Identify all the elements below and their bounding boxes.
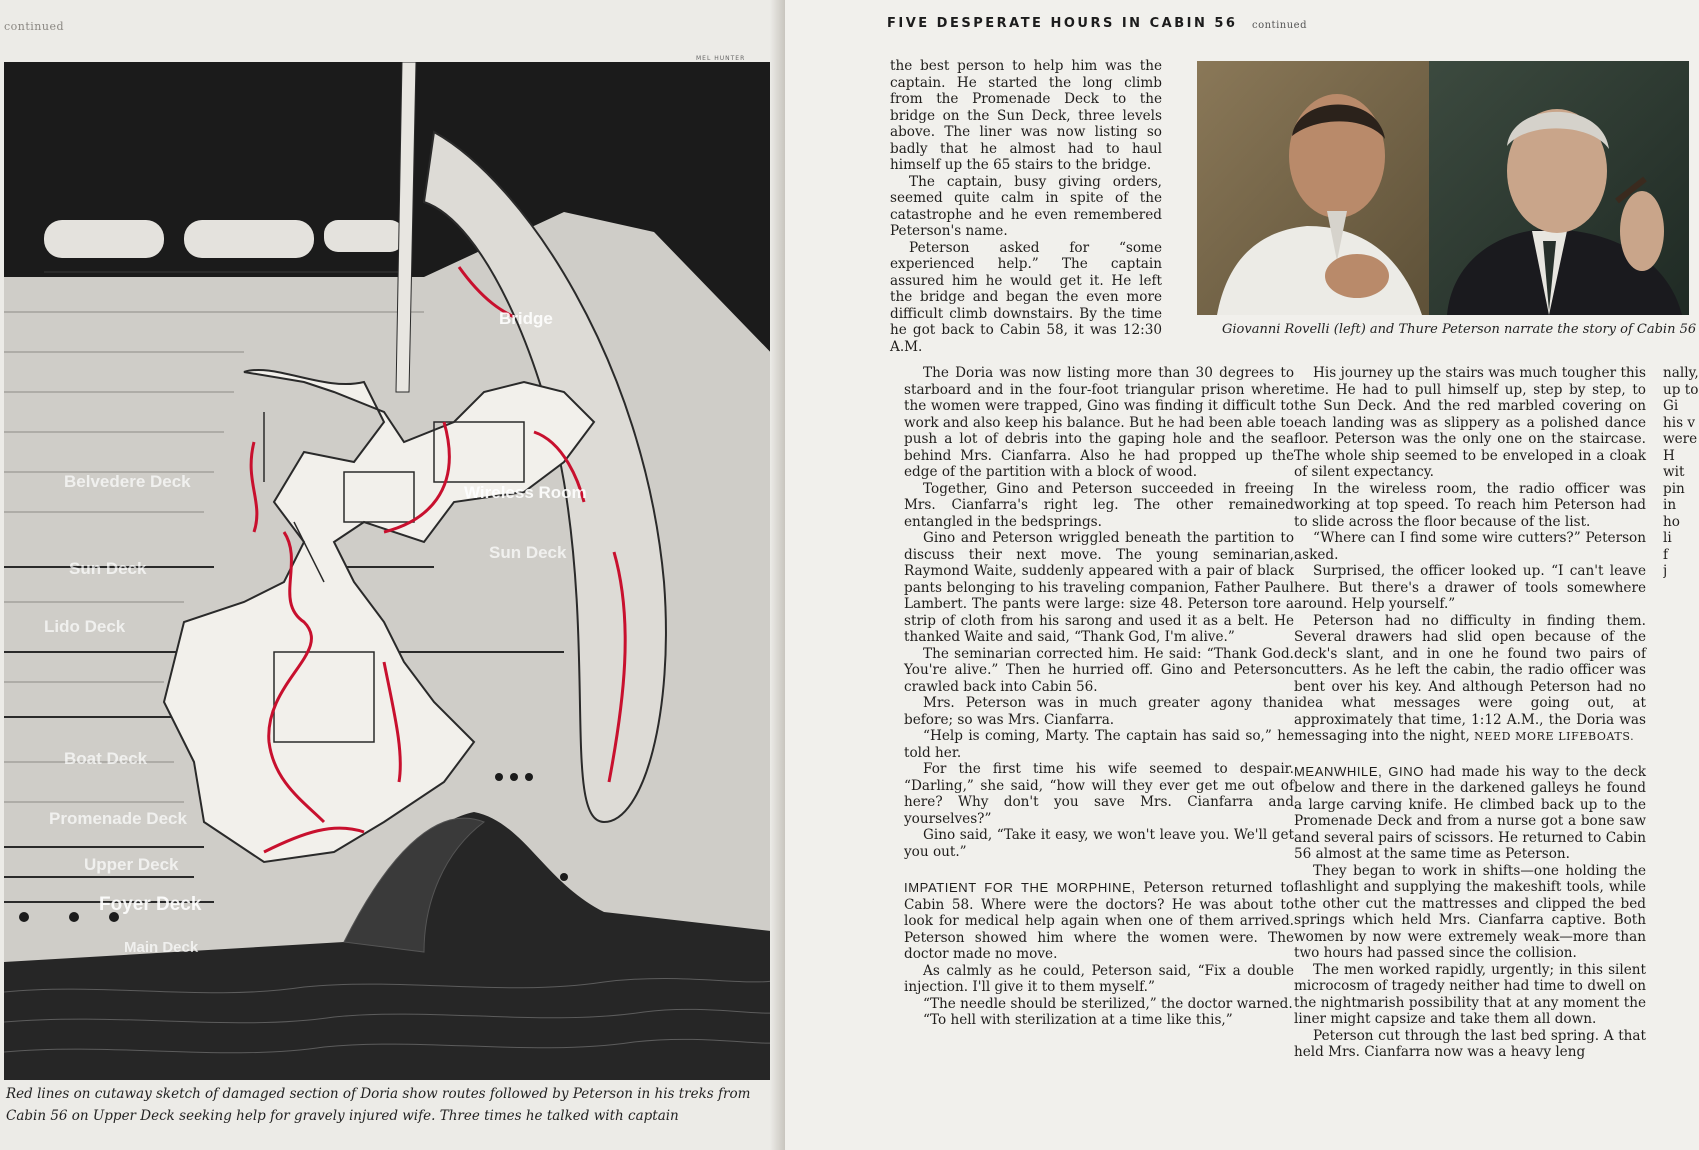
paragraph: “Help is coming, Marty. The captain has said so,” he told her. <box>904 728 1294 761</box>
paragraph: His journey up the stairs was much tougher this time. He had to pull himself up, step by step, to the Sun Deck. And the red marbled covering on each landing was as slippery as a polished dance floor. Peterson was the only one on the staircase. The whole ship seemed to be enveloped in a cloak of silent expectancy. <box>1294 365 1646 480</box>
text-column-3 <box>1294 365 1646 1061</box>
radio-message: NEED MORE LIFEBOATS. <box>1474 730 1635 743</box>
paragraph: Gino said, “Take it easy, we won't leave you. We'll get you out.” <box>904 827 1294 860</box>
paragraph: For the first time his wife seemed to despair. “Darling,” she said, “how will they ever get me out of here? Why don't you save Mrs. Cianfarra and yourselves?” <box>904 761 1294 827</box>
ship-cutaway-illustration <box>4 62 780 1080</box>
line-fragment: in <box>1663 497 1677 513</box>
paragraph: Peterson cut through the last bed spring. A that held Mrs. Cianfarra now was a heavy leng <box>1294 1027 1646 1060</box>
paragraph: The Doria was now listing more than 30 degrees to starboard and in the four-foot triangular prison where the women were trapped, Gino was finding it difficult to work and also keep his balance. But he had been able to push a lot of debris into the gaping hole and the sea behind Mrs. Cianfarra. Also he had propped up the edge of the partition with a block of wood. <box>904 365 1294 480</box>
deck-label-boat-deck: Boat Deck <box>64 749 148 768</box>
paragraph: “To hell with sterilization at a time like this,” <box>923 1012 1233 1028</box>
article-title: FIVE DESPERATE HOURS IN CABIN 56 <box>887 16 1238 31</box>
line-fragment: were <box>1663 431 1698 447</box>
paragraph: Mrs. Peterson was in much greater agony than before; so was Mrs. Cianfarra. <box>904 695 1294 728</box>
paragraph: Together, Gino and Peterson succeeded in freeing Mrs. Cianfarra's right leg. The other remained entangled in the bedsprings. <box>904 480 1294 530</box>
line-fragment: pin <box>1663 480 1685 497</box>
deck-label-foyer-deck: Foyer Deck <box>99 894 202 915</box>
paragraph: The captain, busy giving orders, seemed quite calm in spite of the catastrophe and he even remembered Peterson's name. <box>890 173 1162 239</box>
paragraph: They began to work in shifts—one holding the flashlight and supplying the makeshift tools, while the other cut the mattresses and clipped the bed springs which held Mrs. Cianfarra captive. Both women by now were extremely weak—more than two hours had passed since the collision. <box>1294 862 1646 961</box>
deck-label-main-deck: Main Deck <box>124 939 199 956</box>
paragraph: the best person to help him was the captain. He started the long climb from the Promenade Deck to the bridge on the Sun Deck, three levels above. The liner was now listing so badly that he almost had to haul himself up the 65 stairs to the bridge. <box>890 58 1162 173</box>
deck-label-lido-deck: Lido Deck <box>44 617 126 636</box>
text-column-1 <box>890 58 1162 355</box>
deck-label-upper-deck: Upper Deck <box>84 855 179 874</box>
continued-label-left: continued <box>4 20 65 33</box>
line-fragment: Gi <box>1663 398 1679 414</box>
line-fragment: ho <box>1663 513 1680 530</box>
section-lead: IMPATIENT FOR THE MORPHINE, <box>904 880 1136 895</box>
section-text: Peterson returned to Cabin 58. Where were the doctors? He was about to look for medical help again when one of them arrived. Peterson showed him where the women were. The doctor made no move. <box>904 880 1294 962</box>
deck-label-sun-deck-left: Sun Deck <box>69 559 147 578</box>
paragraph: The men worked rapidly, urgently; in this silent microcosm of tragedy neither had time to dwell on the nightmarish possibility that at any moment the liner might capsize and take them all down. <box>1294 961 1646 1027</box>
left-page <box>0 0 785 1150</box>
deck-label-belvedere-deck: Belvedere Deck <box>64 472 191 491</box>
line-fragment: j <box>1663 563 1668 579</box>
section-paragraph <box>904 880 1294 963</box>
paragraph: Peterson asked for “some experienced help.” The captain assured him he would get it. He left the bridge and began the even more difficult climb downstairs. By the time he got back to Cabin 58, it was 12:30 A.M. <box>890 239 1162 355</box>
cutaway-drawing <box>4 62 780 1080</box>
line-fragment: f <box>1663 546 1669 563</box>
paragraph: “The needle should be sterilized,” the doctor warned. <box>923 995 1293 1012</box>
paragraph: The seminarian corrected him. He said: “Thank God. You're alive.” Then he hurried off. Gino and Peterson crawled back into Cabin 56. <box>904 645 1294 695</box>
paragraph: In the wireless room, the radio officer was working at top speed. To reach him Peterson had to slide across the floor because of the list. <box>1294 480 1646 530</box>
section-text: had made his way to the deck below and there in the darkened galleys he found a large carving knife. He climbed back up to the Promenade Deck and from a nurse got a bone saw and several pairs of scissors. He returned to Cabin 56 almost at the same time as Peterson. <box>1294 763 1646 862</box>
line-fragment: wit <box>1663 464 1685 480</box>
text-column-4-cropped <box>1663 365 1699 580</box>
photo-caption: Giovanni Rovelli (left) and Thure Peterson narrate the story of Cabin 56 <box>1222 322 1697 337</box>
paragraph: Gino and Peterson wriggled beneath the partition to discuss their next move. The young seminarian, Raymond Waite, suddenly appeared with a pair of black pants belonging to his traveling companion, Father Paul Lambert. The pants were large: size 48. Peterson tore a strip of cloth from his sarong and used it as a belt. He thanked Waite and said, “Thank God, I'm alive.” <box>904 530 1294 645</box>
section-lead: MEANWHILE, GINO <box>1294 763 1424 779</box>
line-fragment: up to <box>1663 381 1699 398</box>
section-paragraph <box>1294 764 1646 863</box>
line-fragment: nally, <box>1663 365 1699 381</box>
deck-label-wireless-room: Wireless Room <box>464 483 587 502</box>
deck-label-promenade-deck: Promenade Deck <box>49 809 187 828</box>
paragraph-with-smallcaps <box>1294 613 1646 746</box>
paragraph: As calmly as he could, Peterson said, “Fix a double injection. I'll give it to them myself.” <box>904 962 1294 995</box>
deck-label-bridge: Bridge <box>499 309 553 328</box>
deck-label-sun-deck-right: Sun Deck <box>489 543 567 562</box>
line-fragment: li <box>1663 530 1672 546</box>
illustration-caption: Red lines on cutaway sketch of damaged section of Doria show routes followed by Peterson in his treks from Cabin 56 on Upper Deck seeking help for gravely injured wife. Three times he talked with captain <box>6 1086 751 1124</box>
line-fragment: his v <box>1663 414 1696 431</box>
paragraph: “Where can I find some wire cutters?” Peterson asked. <box>1294 530 1646 563</box>
text-column-2 <box>904 365 1294 1029</box>
interviewees-photo <box>1197 61 1689 315</box>
illustrator-credit: MEL HUNTER <box>696 55 746 62</box>
continued-label-right: continued <box>1252 20 1307 31</box>
line-fragment: H <box>1663 447 1675 464</box>
paragraph-text: Peterson had no difficulty in finding them. Several drawers had slid open because of the deck's slant, and in one he found two pairs of cutters. As he left the cabin, the radio officer was bent over his key. And although Peterson had no idea what messages were going out, at approximately that time, 1:12 A.M., the Doria was messaging into the night, <box>1294 612 1646 744</box>
photo-drawing <box>1197 61 1689 315</box>
paragraph: Surprised, the officer looked up. “I can't leave here. But there's a drawer of tools somewhere around. Help yourself.” <box>1294 563 1646 612</box>
